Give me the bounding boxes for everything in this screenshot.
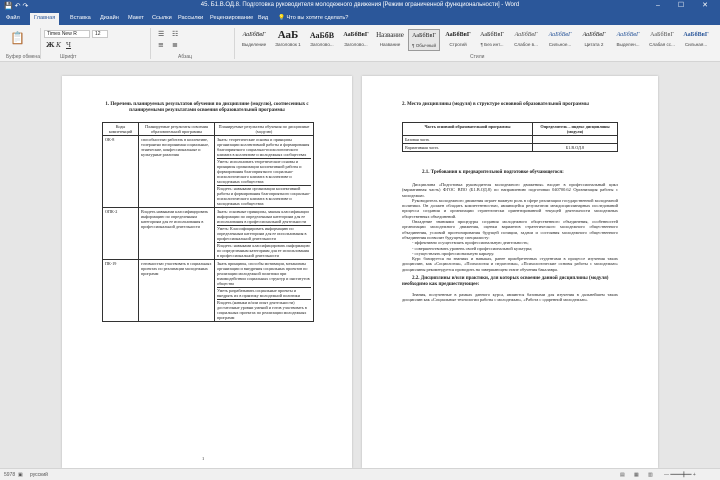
window-title: 45. Б1.В.ОД.8. Подготовка руководителя молодежного движения [Режим ограниченной функциональности] - Word xyxy=(200,2,520,8)
paragraph: Дисциплина «Подготовка руководителя молодежного движения» входит в профессиональный цикл (вариативная часть) ФГОС ВПО (Б1.В.ОД.8) по направлению подготовки 040700.62 Организация работы с молодежью. xyxy=(402,182,618,198)
numbering-icon[interactable]: ☷ xyxy=(172,30,179,38)
tab-file[interactable]: Файл xyxy=(6,15,20,21)
tab-review[interactable]: Рецензирование xyxy=(210,15,254,21)
tell-me-label: Что вы хотите сделать? xyxy=(286,15,349,21)
learning-outcome: Знать принципы, способы мотивации, механизмы организации и внедрения социальных проектов по реализации молодежной политики при взаимодействии социальных структур и институтов общества xyxy=(217,261,310,286)
font-group-label: Шрифт xyxy=(60,54,77,60)
document-page-2[interactable] xyxy=(362,76,658,468)
subsection-heading: 2.2. Дисциплины и/или практики, для которых освоение данной дисциплины (модуля) необходимо как предшествующее: xyxy=(402,276,609,288)
paragraph-group-label: Абзац xyxy=(178,54,193,60)
paragraph: Курс базируется на знаниях и навыках, ранее приобретенных студентами в процессе изучения таких дисциплин, как «Социология», «Психология и педагогика», «Психологические основы работы с молодежью» дисциплины рекомендуется проводить на завершающем этапе обучения бакалавра. xyxy=(402,256,618,272)
style-emphasis[interactable]: АаБбВвГ Выделение xyxy=(241,32,267,47)
table-cell: Базовая часть xyxy=(403,136,533,144)
paragraph: Овладение знаниями процедуры создания молодежного общественного объединения, особенностей организации молодежного движения, оценки вариантов стратегического молодежного общественного объединения, условий прогнозирования будущей позиции, задачи и состояния молодежного общественного объединения позволит будущему специалисту: xyxy=(402,219,618,240)
tab-layout[interactable]: Макет xyxy=(128,15,144,21)
table-row xyxy=(403,136,618,144)
table-header: Определитель – индекс дисциплины (модуля) xyxy=(533,123,618,136)
table-row xyxy=(103,136,314,208)
paragraph: - осуществлять профессиональную карьеру. xyxy=(412,250,495,256)
document-page-1[interactable] xyxy=(62,76,352,468)
bullets-icon[interactable]: ☰ xyxy=(158,30,165,38)
learning-outcome: Знать: теоретические основы и принципы организации коллективной работы и формирования благоприятного социально-психологического климата в коллективе и молодежных сообществах xyxy=(217,137,310,157)
style-subtle-reference[interactable]: АаБбВвГ Слабая сс... xyxy=(649,32,675,47)
tell-me-search[interactable] xyxy=(278,15,348,21)
bold-button[interactable]: Ж xyxy=(46,41,55,49)
learning-outcome: Знать: основные принципы, законы классификации информации по определенным категориям для ее использования в профессиональной деятельности xyxy=(217,209,309,224)
table-cell: способностью работать в коллективе, толерантно воспринимая социальные, этнические, конфессиональные и культурные различия xyxy=(139,136,215,208)
undo-icon[interactable]: ↶ xyxy=(14,3,21,10)
style-heading-2[interactable]: АаБбВ Заголово... xyxy=(309,31,335,47)
paragraph: Руководитель молодежного движения играет важную роль в сфере реализации государственной молодежной политики. Он должен обладать компетентностью, являющейся результатом междисциплинарных исследований процесса создания и организации стратегически ориентированной текущей деятельности молодежных общественных объединений. xyxy=(402,197,618,219)
lightbulb-icon: 💡 xyxy=(278,15,285,21)
tab-home[interactable]: Главная xyxy=(30,13,59,25)
table-header: Коды компетенций xyxy=(103,123,139,136)
body-text xyxy=(402,182,618,303)
discipline-place-table xyxy=(402,122,618,152)
zoom-slider[interactable]: — ━━━━╋━━ + xyxy=(664,472,696,478)
style-strong[interactable]: АаБбВвГ Строгий xyxy=(445,32,471,47)
learning-outcome: Уметь разрабатывать социальные проекты и внедрять их в практику молодежной политики xyxy=(217,287,311,298)
style-no-spacing[interactable]: АаБбВвГ ¶ Без инт... xyxy=(480,32,504,47)
tab-references[interactable]: Ссылки xyxy=(152,15,172,21)
proofing-icon[interactable]: ▣ xyxy=(18,472,23,478)
style-title[interactable]: Название Название xyxy=(376,31,404,47)
title-bar xyxy=(0,0,720,12)
table-cell: ПК-19 xyxy=(103,260,139,322)
table-cell xyxy=(533,136,618,144)
style-heading-1[interactable]: АаБ Заголовок 1 xyxy=(275,29,301,47)
table-cell: Вариативная часть xyxy=(403,144,533,152)
web-layout-icon[interactable]: ▥ xyxy=(648,472,653,478)
style-intense-reference[interactable]: АаБбВвГ Сильная... xyxy=(683,32,709,47)
table-row xyxy=(403,144,618,152)
word-count[interactable]: 5978 xyxy=(4,472,16,478)
subsection-heading: 2.1. Требования к предварительной подготовке обучающегося: xyxy=(422,170,564,175)
table-header: Часть основной образовательной программы xyxy=(403,123,533,136)
print-layout-icon[interactable]: ▦ xyxy=(634,472,639,478)
clipboard-group-label: Буфер обмена xyxy=(6,54,40,60)
table-cell: ОПК-2 xyxy=(103,208,139,260)
save-icon[interactable]: 💾 xyxy=(4,3,13,10)
table-header: Планируемые результаты освоения образовательной программы xyxy=(139,123,215,136)
paragraph: - совершенствовать уровень своей профессиональной культуры; xyxy=(412,245,533,251)
style-normal[interactable]: АаБбВвГ ¶ Обычный xyxy=(408,29,440,51)
ribbon xyxy=(0,25,720,62)
redo-icon[interactable]: ↷ xyxy=(22,3,29,10)
table-cell xyxy=(215,136,314,208)
page2-heading: 2. Место дисциплины (модуля) в структуре основной образовательной программы xyxy=(402,102,589,107)
table-cell: готовностью участвовать в социальных проектах по реализации молодежных программ xyxy=(139,260,215,322)
font-name-select[interactable]: Times New R xyxy=(44,30,90,38)
table-cell: Б1.В.ОД.8 xyxy=(533,144,618,152)
italic-button[interactable]: К xyxy=(56,41,62,49)
tab-design[interactable]: Дизайн xyxy=(100,15,119,21)
style-subtle-emphasis[interactable]: АаБбВвГ Слабое в... xyxy=(514,32,538,47)
table-header: Планируемые результаты обучения по дисциплине (модулю) xyxy=(215,123,314,136)
style-quote-2[interactable]: АаБбВвГ Цитата 2 xyxy=(582,32,606,47)
table-cell: Владеть навыками классифицировать информацию по определенным категориям для ее использования в профессиональной деятельности xyxy=(139,208,215,260)
font-size-select[interactable]: 12 xyxy=(92,30,108,38)
page1-heading: 1. Перечень планируемых результатов обучения по дисциплине (модулю), соотнесенных с планируемыми результатами освоения образовательной программы xyxy=(105,102,309,113)
styles-group-label: Стили xyxy=(470,54,485,60)
learning-outcome: Уметь: Классифицировать информацию по определенным категориям для ее использования в профессиональной деятельности xyxy=(217,225,311,241)
underline-button[interactable]: Ч xyxy=(66,41,72,49)
divider xyxy=(234,28,235,59)
language-indicator[interactable]: русский xyxy=(30,472,48,478)
read-mode-icon[interactable]: ▤ xyxy=(620,472,625,478)
table-cell xyxy=(215,208,314,260)
learning-outcome: Уметь: использовать теоретические основы и принципы организации коллективной работы и формирования благоприятного социально-психологического климата в коллективе и молодежных сообществах xyxy=(217,158,311,184)
learning-outcome: Владеть: навыками классифицировать информацию по определенным категориям для ее использования в профессиональной деятельности xyxy=(217,243,310,258)
align-left-icon[interactable]: ≡ xyxy=(158,41,164,49)
close-button[interactable]: ✕ xyxy=(702,2,716,9)
competence-table xyxy=(102,122,314,322)
page-number: 1 xyxy=(202,456,205,461)
divider xyxy=(40,28,41,59)
maximize-button[interactable]: ☐ xyxy=(677,2,693,9)
style-intense-quote[interactable]: АаБбВвГ Выделен... xyxy=(616,32,640,47)
ribbon-tabs xyxy=(0,12,720,25)
learning-outcome: Владеть: навыками организации коллективной работы и формирования благоприятного социально-психологического климата в коллективе и молодежных сообществах xyxy=(217,186,311,206)
paragraph: - эффективно осуществлять профессиональную деятельность; xyxy=(412,240,529,246)
table-row xyxy=(103,208,314,260)
table-cell: ОК-8 xyxy=(103,136,139,208)
tab-view[interactable]: Вид xyxy=(258,15,269,21)
learning-outcome: Владеть (навыки и/или опыт деятельности) достаточные уровни умений и готов участвовать в социальных проектах по реализации молодежных программ xyxy=(217,299,311,320)
minimize-button[interactable]: – xyxy=(656,2,668,9)
paste-icon[interactable]: 📋 xyxy=(10,31,25,45)
window-controls xyxy=(656,1,716,9)
tab-mailings[interactable]: Рассылки xyxy=(178,15,204,21)
table-header-row xyxy=(103,123,314,136)
divider xyxy=(150,28,151,59)
table-row xyxy=(103,260,314,322)
align-center-icon[interactable]: ≣ xyxy=(172,41,178,49)
style-intense-emphasis[interactable]: АаБбВвГ Сильное... xyxy=(548,32,572,47)
paragraph: Знания, полученные в рамках данного курса, являются базовыми для изучения в дальнейшем таких дисциплин как «Социальные технологии работы с молодежью», «Работа с одаренной молодежью». xyxy=(402,292,618,303)
status-bar xyxy=(0,468,720,480)
table-header-row xyxy=(403,123,618,136)
table-cell xyxy=(215,260,314,322)
style-heading-3[interactable]: АаБбВвГ Заголово... xyxy=(343,32,369,47)
tab-insert[interactable]: Вставка xyxy=(70,15,91,21)
